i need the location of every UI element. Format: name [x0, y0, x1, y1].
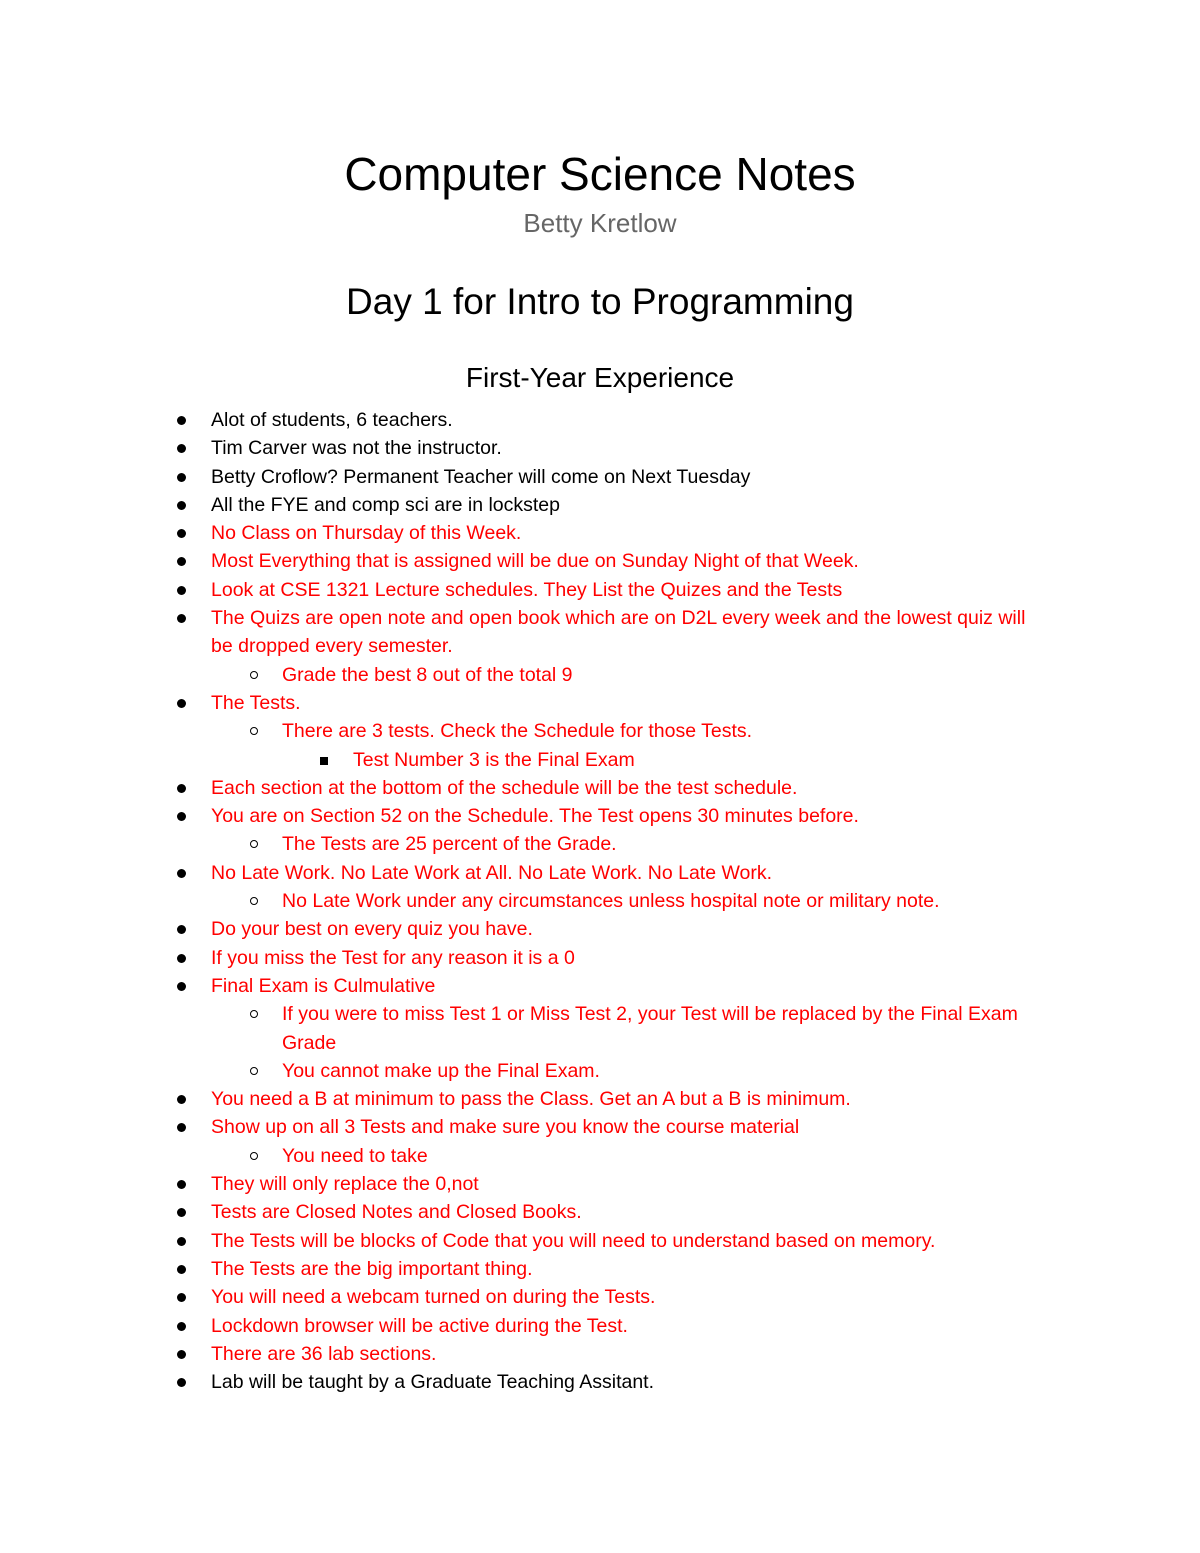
filled-circle-bullet-icon	[177, 1322, 186, 1331]
list-item	[0, 746, 1043, 774]
filled-circle-bullet-icon	[177, 501, 186, 510]
list-item-text: You cannot make up the Final Exam.	[282, 1059, 600, 1082]
list-item	[0, 717, 1042, 745]
list-item-text: The Tests are 25 percent of the Grade.	[282, 833, 617, 856]
filled-circle-bullet-icon	[177, 1378, 186, 1387]
list-item-text: Each section at the bottom of the schedule will be the test schedule.	[211, 776, 798, 799]
list-item	[0, 547, 1041, 575]
filled-circle-bullet-icon	[177, 1237, 186, 1246]
list-item	[0, 519, 1041, 547]
list-item	[0, 915, 1041, 943]
list-item	[0, 1000, 1042, 1057]
list-item-text: Lab will be taught by a Graduate Teaching Assitant.	[211, 1371, 655, 1394]
list-item-text: You will need a webcam turned on during the Tests.	[211, 1286, 656, 1309]
list-item	[0, 774, 1041, 802]
list-item-text: You are on Section 52 on the Schedule. The Test opens 30 minutes before.	[211, 805, 859, 828]
hollow-circle-bullet-icon	[250, 671, 258, 679]
filled-circle-bullet-icon	[177, 925, 186, 934]
hollow-circle-bullet-icon	[250, 1067, 258, 1075]
list-item	[0, 1340, 1041, 1368]
list-item	[0, 463, 1041, 491]
list-item-text: Show up on all 3 Tests and make sure you know the course material	[211, 1116, 800, 1139]
filled-circle-bullet-icon	[177, 1293, 186, 1302]
list-item-text: No Late Work. No Late Work at All. No Late Work. No Late Work.	[211, 861, 773, 884]
list-item-text: Lockdown browser will be active during the Test.	[211, 1314, 628, 1337]
filled-circle-bullet-icon	[177, 586, 186, 595]
list-item	[0, 859, 1041, 887]
list-item	[0, 802, 1041, 830]
list-item-text: Test Number 3 is the Final Exam	[353, 748, 635, 771]
filled-circle-bullet-icon	[177, 614, 186, 623]
list-item-text: Tim Carver was not the instructor.	[211, 437, 502, 460]
list-item-text: No Class on Thursday of this Week.	[211, 522, 522, 545]
filled-circle-bullet-icon	[177, 1180, 186, 1189]
list-item-text: There are 36 lab sections.	[211, 1342, 437, 1365]
list-item	[0, 1198, 1041, 1226]
list-item	[0, 944, 1041, 972]
list-item-text: They will only replace the 0,not	[211, 1173, 479, 1196]
list-item	[0, 406, 1041, 434]
list-item	[0, 1113, 1041, 1141]
list-item	[0, 972, 1041, 1000]
list-item	[0, 1312, 1041, 1340]
filled-circle-bullet-icon	[177, 869, 186, 878]
list-item-text: Betty Croflow? Permanent Teacher will come on Next Tuesday	[211, 465, 751, 488]
filled-circle-bullet-icon	[177, 1265, 186, 1274]
list-item	[0, 576, 1041, 604]
filled-circle-bullet-icon	[177, 1095, 186, 1104]
list-item	[0, 689, 1041, 717]
list-item-text: Do your best on every quiz you have.	[211, 918, 533, 941]
list-item	[0, 434, 1041, 462]
filled-circle-bullet-icon	[177, 473, 186, 482]
list-item-text: The Quizs are open note and open book which are on D2L every week and the lowest quiz will be dropped every semester.	[211, 607, 1026, 658]
filled-circle-bullet-icon	[177, 1208, 186, 1217]
list-item-text: All the FYE and comp sci are in lockstep	[211, 493, 560, 516]
list-item-text: If you were to miss Test 1 or Miss Test 2, your Test will be replaced by the Final Exam Grade	[282, 1003, 1018, 1054]
list-item-text: You need a B at minimum to pass the Class. Get an A but a B is minimum.	[211, 1088, 851, 1111]
hollow-circle-bullet-icon	[250, 840, 258, 848]
notes-list	[0, 406, 1200, 1396]
list-item-text: Final Exam is Culmulative	[211, 974, 436, 997]
filled-circle-bullet-icon	[177, 557, 186, 566]
document-title: Computer Science Notes	[344, 148, 856, 200]
list-item	[0, 1283, 1041, 1311]
filled-circle-bullet-icon	[177, 699, 186, 708]
hollow-circle-bullet-icon	[250, 1152, 258, 1160]
list-item-text: Grade the best 8 out of the total 9	[282, 663, 573, 686]
hollow-circle-bullet-icon	[250, 897, 258, 905]
filled-circle-bullet-icon	[177, 1350, 186, 1359]
list-item	[0, 887, 1042, 915]
list-item-text: The Tests.	[211, 691, 301, 714]
filled-circle-bullet-icon	[177, 784, 186, 793]
document-subtitle: Betty Kretlow	[523, 208, 677, 238]
list-item	[0, 1170, 1041, 1198]
filled-circle-bullet-icon	[177, 529, 186, 538]
hollow-circle-bullet-icon	[250, 727, 258, 735]
list-item	[0, 1142, 1042, 1170]
filled-circle-bullet-icon	[177, 444, 186, 453]
list-item-text: Look at CSE 1321 Lecture schedules. They List the Quizes and the Tests	[211, 578, 843, 601]
list-item	[0, 1057, 1042, 1085]
list-item	[0, 1227, 1041, 1255]
list-item	[0, 1255, 1041, 1283]
list-item-text: No Late Work under any circumstances unless hospital note or military note.	[282, 890, 940, 913]
list-item	[0, 491, 1041, 519]
list-item	[0, 830, 1042, 858]
list-item-text: Most Everything that is assigned will be due on Sunday Night of that Week.	[211, 550, 859, 573]
filled-circle-bullet-icon	[177, 982, 186, 991]
filled-circle-bullet-icon	[177, 954, 186, 963]
list-item-text: There are 3 tests. Check the Schedule for those Tests.	[282, 720, 753, 743]
list-item-text: Tests are Closed Notes and Closed Books.	[211, 1201, 582, 1224]
list-item-text: If you miss the Test for any reason it is a 0	[211, 946, 575, 969]
filled-circle-bullet-icon	[177, 812, 186, 821]
section-heading: First-Year Experience	[465, 362, 735, 393]
list-item	[0, 1368, 1041, 1396]
day-heading: Day 1 for Intro to Programming	[346, 281, 854, 322]
list-item	[0, 661, 1042, 689]
filled-circle-bullet-icon	[177, 416, 186, 425]
hollow-circle-bullet-icon	[250, 1010, 258, 1018]
list-item-text: You need to take	[282, 1144, 428, 1167]
filled-circle-bullet-icon	[177, 1123, 186, 1132]
list-item	[0, 1085, 1041, 1113]
list-item	[0, 604, 1041, 661]
list-item-text: The Tests are the big important thing.	[211, 1257, 533, 1280]
list-item-text: The Tests will be blocks of Code that you will need to understand based on memory.	[211, 1229, 936, 1252]
list-item-text: Alot of students, 6 teachers.	[211, 409, 453, 431]
filled-square-bullet-icon	[320, 757, 328, 765]
